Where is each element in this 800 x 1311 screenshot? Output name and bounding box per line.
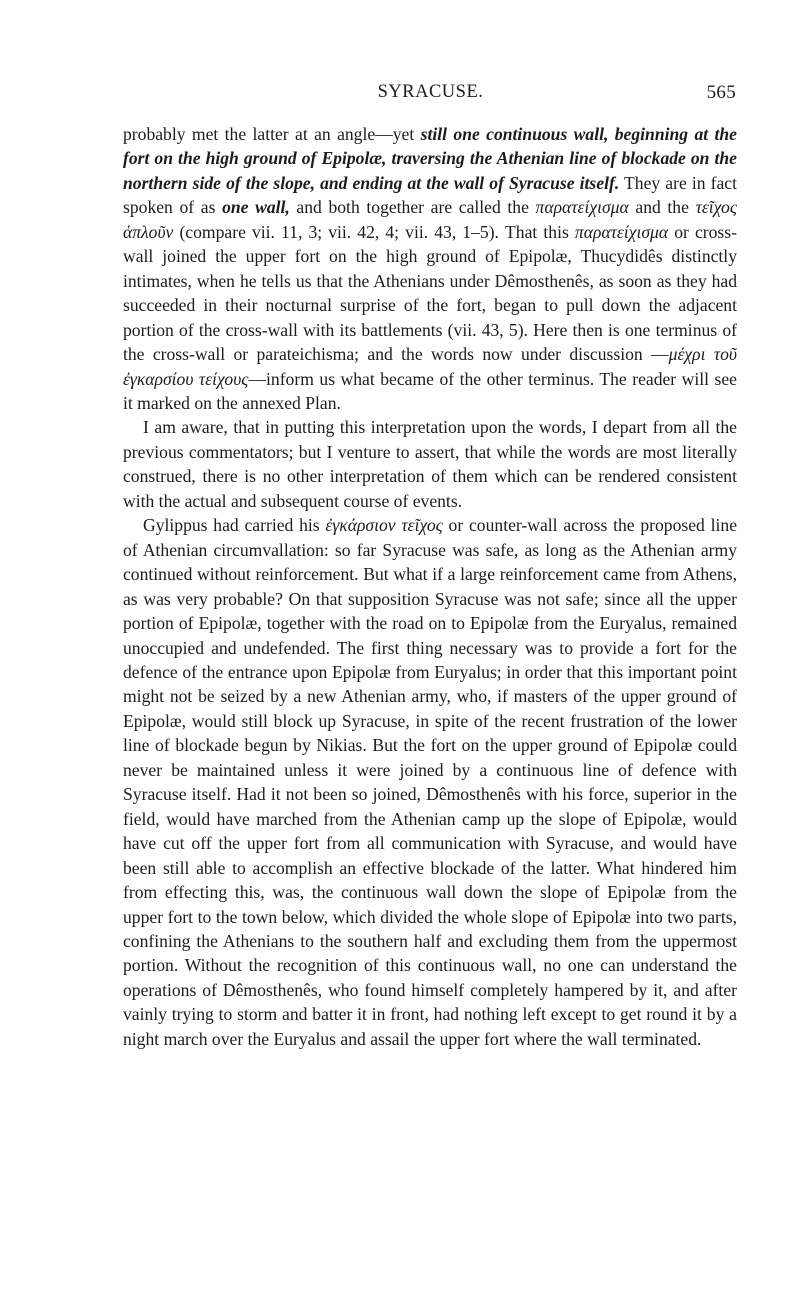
paragraph: [123, 513, 737, 1051]
paragraph: [123, 122, 737, 415]
text-run: I am aware, that in putting this interpretation upon the words, I depart from all the previous commentators; but I venture to assert, that while the words are most literally construed, there is no other interpretation of them which can be rendered consistent with the actual and subsequent course of events.: [123, 417, 737, 511]
text-run: probably met the latter at an angle—yet: [123, 124, 421, 144]
emphasis-text: still one continuous wall, beginning at the fort on the high ground of Epipolæ, traversing the Athenian line of blockade on the northern side of the slope, and ending at the wall of Syracuse itself.: [123, 124, 737, 193]
page-number: 565: [706, 82, 736, 103]
text-run: Gylippus had carried his: [143, 515, 326, 536]
greek-phrase: παρατείχισμα: [574, 221, 669, 242]
text-run: —inform us what became of the other terminus. The reader will see it marked on the annexed Plan.: [123, 368, 737, 413]
greek-phrase: ἐγκάρσιον τεῖχος: [325, 515, 443, 536]
greek-phrase: τεῖχος ἁπλοῦν: [123, 197, 737, 242]
paragraph: [123, 415, 737, 513]
text-run: They are in fact spoken of as: [123, 172, 738, 218]
greek-phrase: μέχρι τοῦ ἐγκαρσίου τείχους: [123, 344, 737, 389]
text-run: (compare vii. 11, 3; vii. 42, 4; vii. 43, 1–5). That this: [173, 221, 575, 242]
emphasis-text: one wall,: [222, 197, 290, 218]
page-header: [125, 82, 736, 108]
text-run: or counter-wall across the proposed line of Athenian circumvallation: so far Syracuse was safe, as long as the Athenian army continued without reinforcement. But what if a large reinforcement came from Athens, as was very probable? On that supposition Syracuse was not safe; since all the upper portion of Epipolæ, together with the road on to Epipolæ from the Euryalus, remained unoccupied and undefended. The first thing necessary was to provide a fort for the defence of the entrance upon Epipolæ from Euryalus; in order that this important point might not be seized by a new Athenian army, who, if masters of the upper ground of Epipolæ, would still block up Syracuse, in spite of the recent frustration of the lower line of blockade begun by Nikias. But the fort on the upper ground of Epipolæ could never be maintained unless it were joined by a continuous line of defence with Syracuse itself. Had it not been so joined, Dêmosthenês with his force, superior in the field, would have marched from the Athenian camp up the slope of Epipolæ, would have cut off the upper fort from all communication with Syracuse, and would have been still able to accomplish an effective blockade of the latter. What hindered him from effecting this, was, the continuous wall down the slope of Epipolæ from the upper fort to the town below, which divided the whole slope of Epipolæ into two parts, confining the Athenians to the southern half and excluding them from the uppermost portion. Without the recognition of this continuous wall, no one can understand the operations of Dêmosthenês, who found himself completely hampered by it, and after vainly trying to storm and batter it in front, had nothing left except to get round it by a night march over the Euryalus and assail the upper fort where the wall terminated.: [123, 515, 738, 1049]
text-run: and both together are called the: [289, 197, 536, 218]
running-title: SYRACUSE.: [377, 82, 484, 102]
greek-phrase: παρατείχισμα: [535, 197, 629, 218]
body-text: [123, 122, 737, 1051]
text-run: or cross-wall joined the upper fort on the high ground of Epipolæ, Thucydidês distinctly intimates, when he tells us that the Athenians under Dêmosthenês, as soon as they had succeeded in their nocturnal surprise of the fort, began to pull down the adjacent portion of the cross-wall with its battlements (vii. 43, 5). Here then is one terminus of the cross-wall or parateichisma; and the words now under discussion —: [123, 221, 737, 365]
text-run: and the: [628, 197, 696, 218]
